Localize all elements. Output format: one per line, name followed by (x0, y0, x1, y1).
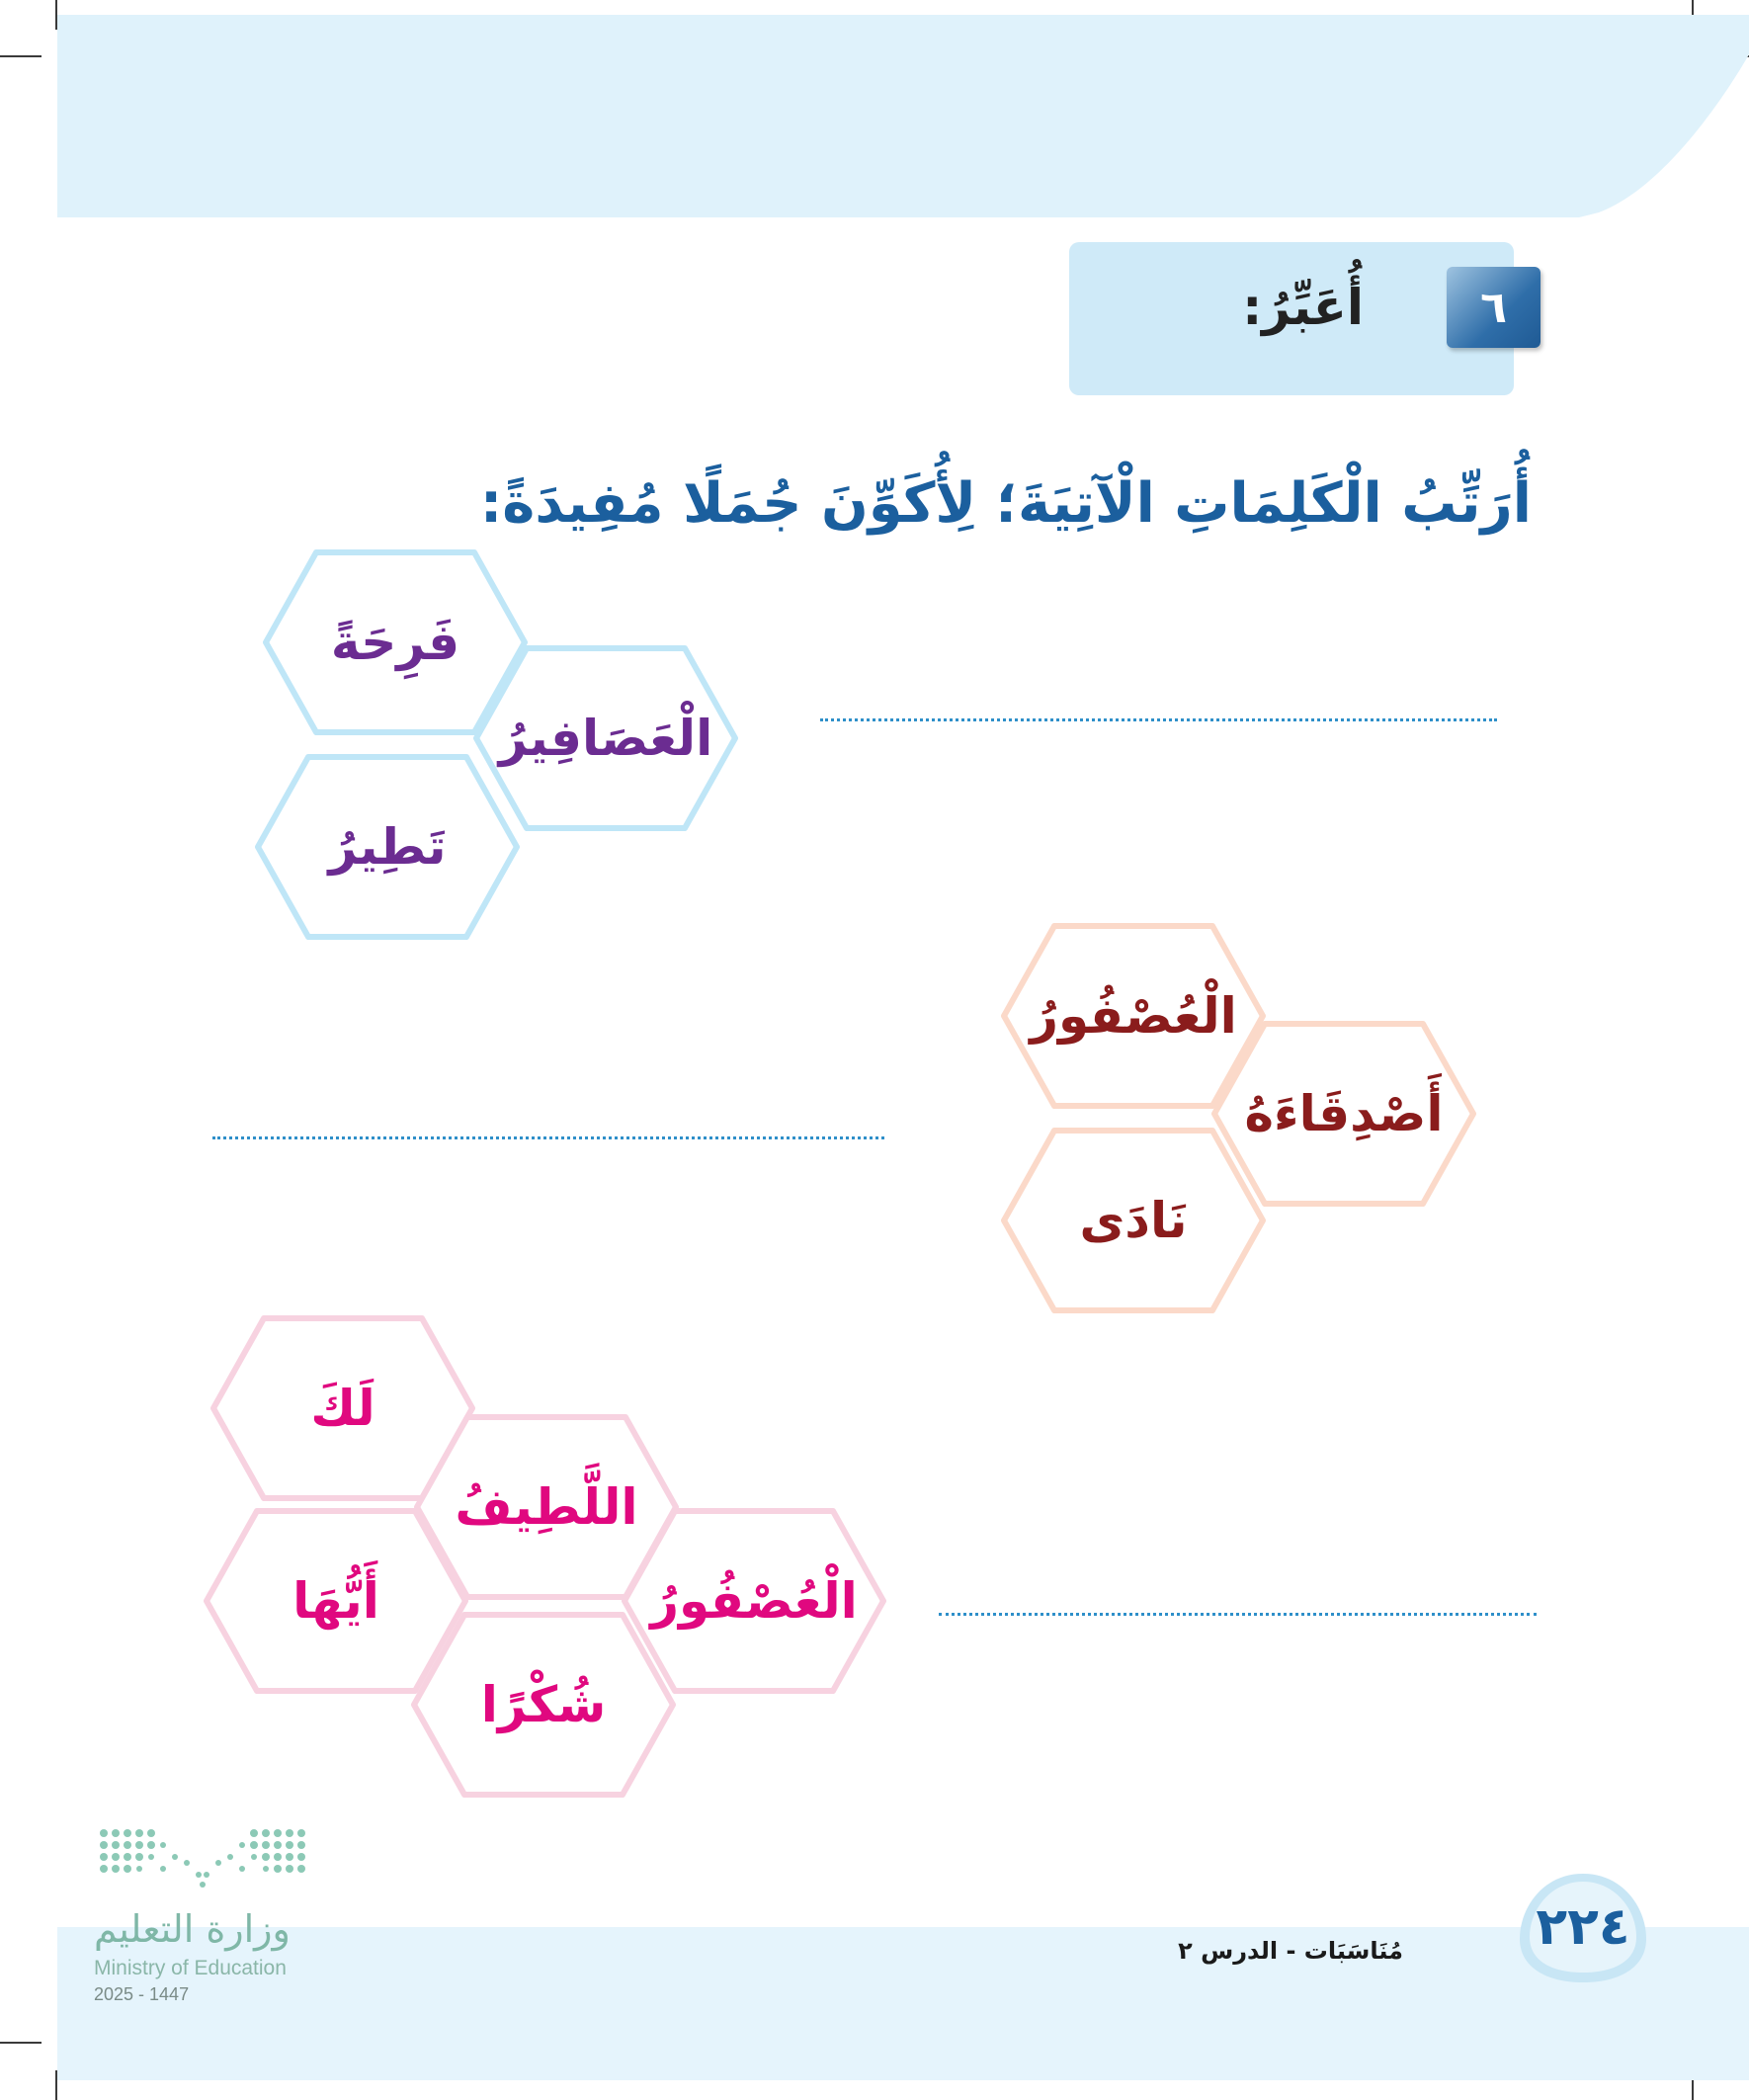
bottom-band (57, 1927, 1749, 2080)
word-text: أَصْدِقَاءَهُ (1244, 1085, 1444, 1142)
word-text: أَيُّهَا (292, 1572, 379, 1630)
word-text: الْعُصْفُورُ (1030, 987, 1237, 1045)
answer-line[interactable] (212, 1136, 884, 1139)
ministry-name-english: Ministry of Education (94, 1957, 287, 1979)
year-label: 2025 - 1447 (94, 1984, 190, 2004)
word-text: الْعُصْفُورُ (650, 1572, 858, 1630)
word-text: الْعَصَافِيرُ (498, 710, 713, 767)
crop-mark (0, 55, 42, 57)
crop-mark (0, 2042, 42, 2044)
word-text: لَكَ (310, 1380, 375, 1437)
ministry-name-arabic: وزارة التعليم (94, 1907, 291, 1951)
top-band (57, 15, 1749, 217)
answer-line[interactable] (939, 1613, 1537, 1616)
word-text: تَطِيرُ (328, 818, 447, 876)
word-text: اللَّطِيفُ (455, 1478, 638, 1536)
exercise-title: أُعَبِّرُ: (1242, 279, 1364, 336)
word-tile[interactable] (621, 1507, 887, 1695)
answer-line[interactable] (820, 718, 1497, 721)
lesson-label: مُنَاسَبَات - الدرس ٢ (1178, 1937, 1403, 1965)
page-number: ٢٢٤ (1536, 1897, 1630, 1957)
word-tile[interactable] (472, 644, 739, 832)
instruction-text: أُرَتِّبُ الْكَلِمَاتِ الْآتِيَةَ؛ لِأُكَوِّنَ جُمَلًا مُفِيدَةً: (479, 471, 1532, 536)
ministry-logo-icon (94, 1823, 311, 1892)
word-text: فَرِحَةً (330, 614, 460, 671)
page-number-badge (1514, 1868, 1652, 1986)
exercise-number: ٦ (1447, 267, 1541, 348)
word-text: نَادَى (1079, 1192, 1188, 1249)
word-tile[interactable] (1210, 1020, 1477, 1208)
word-text: شُكْرًا (480, 1676, 607, 1733)
